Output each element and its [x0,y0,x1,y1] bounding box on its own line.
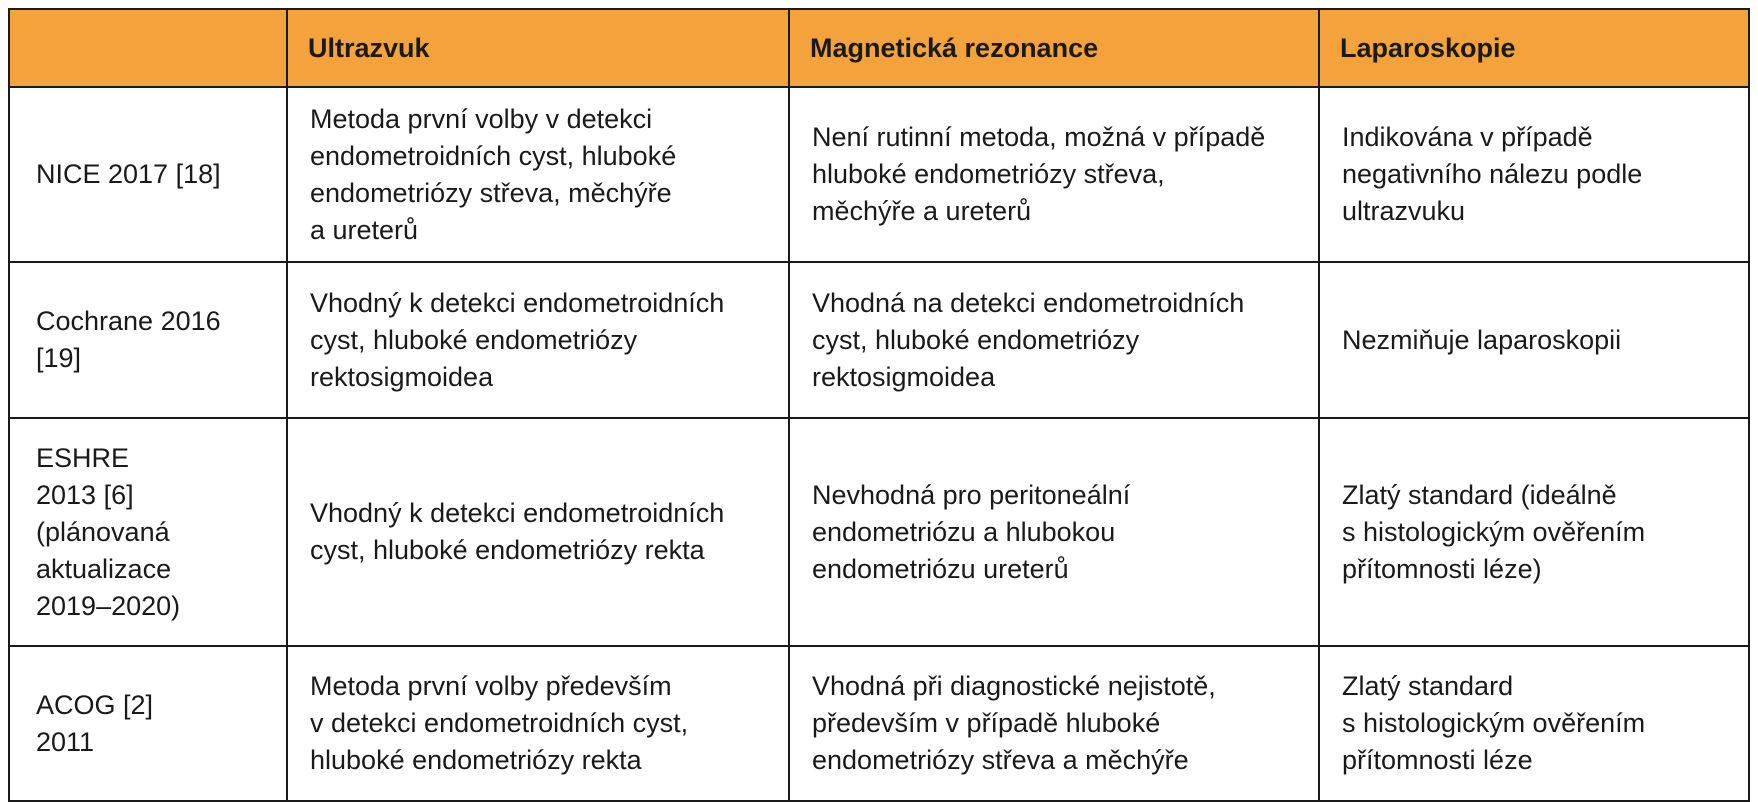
table-row [9,87,1749,262]
header-cell-laparoskopie: Laparoskopie [1319,9,1749,87]
cell-text-line: Vhodný k detekci endometroidních [310,498,725,528]
cell-text-line: endometroidních cyst, hluboké [310,140,677,171]
cell-text-line: Nezmiňuje laparoskopii [1342,324,1622,355]
row-label-line: 2011 [36,726,95,757]
laparoskopie-cell [1319,87,1749,262]
ultrazvuk-cell [287,262,789,418]
cell-text-line: Zlatý standard [1342,671,1514,701]
laparoskopie-cell [1319,262,1749,418]
cell-text-line: Není rutinní metoda, možná v případě [812,122,1266,152]
cell-text-line: s histologickým ověřením [1342,708,1646,738]
row-label-cell [9,646,287,801]
imaging-methods-table [8,8,1750,802]
row-label-line: Cochrane 2016 [36,306,221,336]
magneticka-rezonance-cell [789,262,1319,418]
row-label-line: (plánovaná [36,516,170,547]
table-body [9,87,1749,801]
laparoskopie-cell [1319,646,1749,801]
cell-text-line: Indikována v případě [1342,122,1593,152]
header-row [9,9,1749,87]
row-label-line: [19] [36,343,82,373]
cell-text-line: s histologickým ověřením [1342,516,1646,547]
magneticka-rezonance-cell [789,418,1319,646]
cell-text-line: Metoda první volby především [310,671,672,701]
cell-text-line: především v případě hluboké [812,708,1161,738]
row-label-cell [9,262,287,418]
cell-text-line: a ureterů [310,214,419,245]
table-row [9,646,1749,801]
row-label-cell [9,87,287,262]
header-cell-empty [9,9,287,87]
cell-text-line: negativního nálezu podle [1342,159,1643,189]
cell-text-line: endometriózu ureterů [812,553,1069,584]
table-row [9,262,1749,418]
cell-text-line: hluboké endometriózy střeva, [812,159,1165,189]
row-label-line: ACOG [2] [36,689,154,720]
cell-text-line: přítomnosti léze [1342,745,1533,775]
cell-text-line: Zlatý standard (ideálně [1342,479,1617,510]
cell-text-line: v detekci endometroidních cyst, [310,708,689,738]
row-label-line: 2019–2020) [36,590,181,621]
ultrazvuk-cell [287,418,789,646]
ultrazvuk-cell [287,87,789,262]
row-label-line: ESHRE [36,442,130,473]
cell-text-line: endometriózu a hlubokou [812,516,1116,547]
ultrazvuk-cell [287,646,789,801]
cell-text-line: Vhodná na detekci endometroidních [812,287,1245,318]
cell-text-line: přítomnosti léze) [1342,553,1542,584]
comparison-table-container [8,8,1750,802]
header-cell-ultrazvuk: Ultrazvuk [287,9,789,87]
cell-text-line: rektosigmoidea [310,361,494,392]
cell-text-line: Metoda první volby v detekci [310,103,653,134]
magneticka-rezonance-cell [789,87,1319,262]
laparoskopie-cell [1319,418,1749,646]
row-label-line: NICE 2017 [18] [36,159,221,189]
cell-text-line: Vhodný k detekci endometroidních [310,287,725,318]
magneticka-rezonance-cell [789,646,1319,801]
cell-text-line: endometriózy střeva, měchýře [310,177,672,208]
row-label-line: aktualizace [36,553,172,584]
row-label-cell [9,418,287,646]
cell-text-line: cyst, hluboké endometriózy [812,324,1140,355]
table-row [9,418,1749,646]
header-cell-magneticka-rezonance: Magnetická rezonance [789,9,1319,87]
cell-text-line: Nevhodná pro peritoneální [812,479,1131,510]
cell-text-line: měchýře a ureterů [812,196,1032,226]
cell-text-line: Vhodná při diagnostické nejistotě, [812,671,1216,701]
cell-text-line: endometriózy střeva a měchýře [812,745,1189,775]
row-label-line: 2013 [6] [36,479,134,510]
cell-text-line: cyst, hluboké endometriózy [310,324,638,355]
cell-text-line: hluboké endometriózy rekta [310,745,642,775]
cell-text-line: rektosigmoidea [812,361,996,392]
table-header [9,9,1749,87]
cell-text-line: cyst, hluboké endometriózy rekta [310,535,705,565]
cell-text-line: ultrazvuku [1342,196,1466,226]
